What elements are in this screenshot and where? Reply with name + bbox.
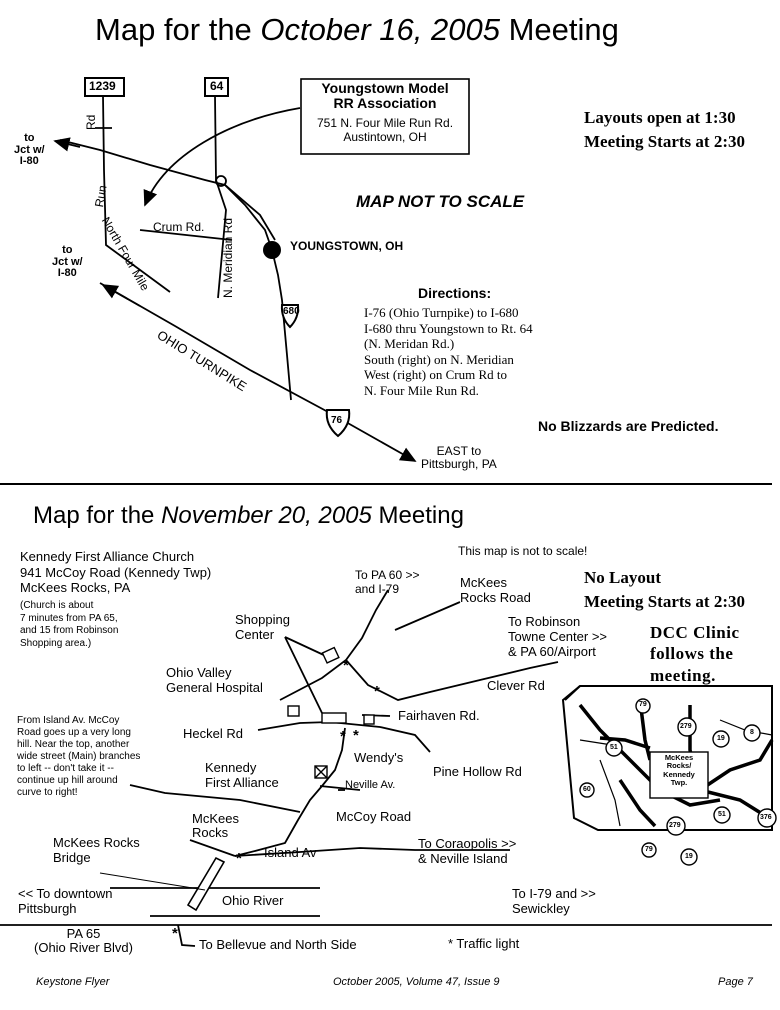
inset-19a: 19 [717, 735, 725, 742]
to-i79-sewickley-label: To I-79 and >> Sewickley [512, 886, 596, 916]
wendys-box [364, 715, 374, 724]
inset-279b: 279 [669, 822, 681, 829]
svg-text:*: * [343, 657, 349, 674]
mccoy-road [235, 728, 345, 856]
ohio-valley-hospital-label: Ohio Valley General Hospital [166, 665, 263, 695]
mckees-rocks-road-label: McKees Rocks Road [460, 575, 531, 605]
east-to-pittsburgh: EAST to Pittsburgh, PA [421, 444, 497, 472]
to-robinson-label: To Robinson Towne Center >> & PA 60/Airport [508, 614, 608, 659]
heckel-road-label: Heckel Rd [183, 726, 243, 741]
route-680-label: 680 [283, 306, 300, 317]
mckees-rocks-road [280, 590, 388, 700]
wendys-label: Wendy's [354, 750, 404, 765]
ohio-river-label: Ohio River [222, 893, 284, 908]
neville-avenue-label: Neville Av. [345, 779, 396, 791]
directions-title: Directions: [418, 285, 492, 301]
footer-publication: Keystone Flyer [36, 976, 110, 988]
fairhaven-road-label: Fairhaven Rd. [398, 708, 480, 723]
svg-text:*: * [340, 728, 346, 745]
directions-text: I-76 (Ohio Turnpike) to I-680 I-680 thru Youngstown to Rt. 64 (N. Meridan Rd.) South (right) on N. Meridian West (right) on Crum Rd to N. Four Mile Run Rd. [364, 305, 533, 398]
island-av-directions-note: From Island Av. McCoy Road goes up a very long hill. Near the top, another wide street (Main) branches to left -- don't take it -- continue up hill around curve to right! [17, 715, 141, 798]
inset-376: 376 [760, 814, 772, 821]
bellevue-road [178, 925, 195, 946]
to-downtown-label: << To downtown Pittsburgh [18, 886, 113, 916]
nov-not-to-scale: This map is not to scale! [458, 544, 588, 558]
crum-road-label: Crum Rd. [153, 220, 205, 234]
strip-box [322, 713, 346, 723]
youngstown-label: YOUNGSTOWN, OH [290, 239, 404, 253]
dcc-clinic: DCC Clinic follows the meeting. [650, 623, 740, 685]
jct-i80-upper: to Jct w/ I-80 [14, 132, 45, 168]
mccoy-road-label: McCoy Road [336, 809, 412, 824]
route-76-label: 76 [331, 415, 343, 426]
footer-page-number: Page 7 [718, 976, 753, 988]
turnpike-west-arrow [103, 285, 140, 306]
svg-text:*: * [172, 925, 178, 942]
nov-meeting-starts: Meeting Starts at 2:30 [584, 592, 745, 611]
inset-8: 8 [750, 729, 754, 736]
venue-name: Youngstown Model RR Association [321, 80, 449, 112]
map-not-to-scale: MAP NOT TO SCALE [356, 192, 525, 211]
to-pa60-label: To PA 60 >> and I-79 [355, 568, 420, 596]
oct-meeting-starts: Meeting Starts at 2:30 [584, 132, 745, 151]
inset-51b: 51 [718, 811, 726, 818]
island-av-upper [190, 840, 235, 856]
layouts-open: Layouts open at 1:30 [584, 108, 736, 127]
pa65-label: PA 65 (Ohio River Blvd) [34, 926, 133, 956]
inset-51a: 51 [610, 744, 618, 751]
north-four-mile-label: North Four Mile [98, 214, 153, 294]
meridian-road-label: N. Meridian Rd [221, 217, 235, 298]
venue-pointer [145, 108, 300, 205]
route-1239-label: 1239 [89, 79, 116, 93]
traffic-light-legend: * Traffic light [448, 936, 520, 951]
to-coraopolis-label: To Coraopolis >> & Neville Island [418, 836, 517, 866]
hospital-box [288, 706, 299, 716]
clever-road-label: Clever Rd [487, 678, 545, 693]
island-av-label: Island Av [264, 845, 317, 860]
pine-hollow-road-label: Pine Hollow Rd [433, 764, 522, 779]
inset-79a: 79 [639, 701, 647, 708]
inset-79b: 79 [645, 846, 653, 853]
run-label-vertical: Run [92, 184, 110, 209]
jct-i80-lower: to Jct w/ I-80 [52, 244, 83, 280]
svg-text:*: * [353, 727, 359, 744]
mckees-rocks-bridge-label: McKees Rocks Bridge [53, 835, 140, 865]
shopping-center-box [322, 648, 338, 663]
church-info: Kennedy First Alliance Church 941 McCoy Road (Kennedy Twp) McKees Rocks, PA [20, 549, 212, 596]
route-64-label: 64 [210, 79, 224, 93]
no-layout: No Layout [584, 568, 661, 587]
november-title: Map for the November 20, 2005 Meeting [33, 502, 464, 529]
inset-279a: 279 [680, 723, 692, 730]
rd-label-vertical: Rd [84, 114, 98, 130]
church-note: (Church is about 7 minutes from PA 65, and 15 from Robinson Shopping area.) [20, 600, 119, 649]
to-bellevue-label: To Bellevue and North Side [199, 937, 357, 952]
venue-address: 751 N. Four Mile Run Rd. Austintown, OH [316, 116, 454, 144]
october-title: Map for the October 16, 2005 Meeting [95, 12, 619, 47]
inset-19b: 19 [685, 853, 693, 860]
inset-location-label: McKees Rocks/ Kennedy Twp. [663, 753, 695, 787]
svg-text:*: * [374, 683, 380, 700]
ohio-turnpike-label: OHIO TURNPIKE [154, 327, 250, 395]
no-blizzards: No Blizzards are Predicted. [538, 418, 719, 434]
footer-issue: October 2005, Volume 47, Issue 9 [333, 976, 500, 988]
youngstown-dot [263, 241, 281, 259]
shopping-center-label: Shopping Center [235, 612, 290, 642]
mckees-rocks-label: McKees Rocks [192, 811, 239, 841]
svg-text:*: * [236, 850, 242, 867]
inset-60: 60 [583, 786, 591, 793]
kennedy-first-alliance-label: Kennedy First Alliance [205, 760, 279, 790]
